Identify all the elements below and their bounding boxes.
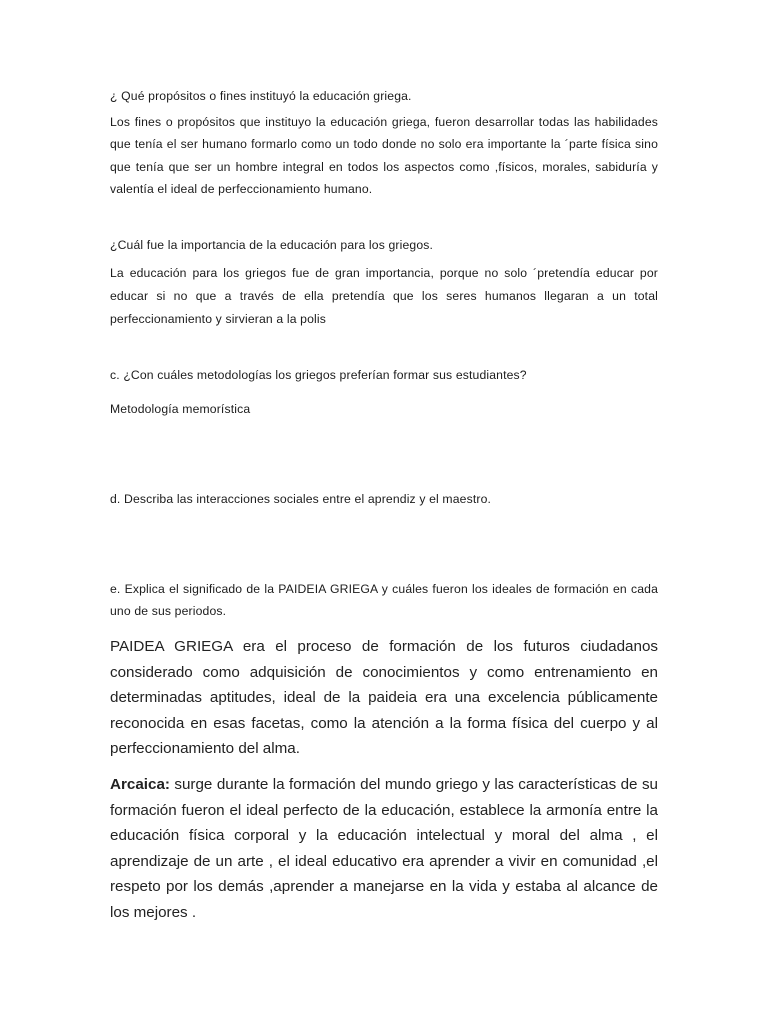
- answer-3: Metodología memorística: [110, 402, 251, 416]
- paideia-definition: PAIDEA GRIEGA era el proceso de formación de los futuros ciudadanos considerado como adquisición de conocimientos y como entrenamiento en determinadas aptitudes, ideal de la paideia era una excelencia públicamente reconocida en esas facetas, como la atención a la forma física del cuerpo y al perfeccionamiento del alma.: [110, 638, 658, 757]
- question-2: ¿Cuál fue la importancia de la educación para los griegos.: [110, 238, 434, 252]
- arcaica-paragraph: [110, 772, 658, 925]
- question-3: c. ¿Con cuáles metodologías los griegos preferían formar sus estudiantes?: [110, 368, 527, 382]
- question-4: d. Describa las interacciones sociales entre el aprendiz y el maestro.: [110, 492, 492, 506]
- arcaica-label: Arcaica:: [110, 776, 170, 793]
- question-1: ¿ Qué propósitos o fines instituyó la educación griega.: [110, 89, 412, 103]
- answer-2: La educación para los griegos fue de gran importancia, porque no solo ´pretendía educar por educar si no que a través de ella pretendía que los seres humanos llegaran a un total perfeccionamiento y sirvieran a la polis: [110, 266, 658, 326]
- arcaica-text: surge durante la formación del mundo griego y las características de su formación fueron el ideal perfecto de la educación, establece la armonía entre la educación física corporal y la educación intelectual y moral del alma , el aprendizaje de un arte , el ideal educativo era aprender a vivir en comunidad ,el respeto por los demás ,aprender a manejarse en la vida y estaba al alcance de los mejores .: [110, 776, 658, 921]
- question-5: e. Explica el significado de la PAIDEIA GRIEGA y cuáles fueron los ideales de formación en cada uno de sus periodos.: [110, 582, 658, 619]
- answer-1: Los fines o propósitos que instituyo la educación griega, fueron desarrollar todas las habilidades que tenía el ser humano formarlo como un todo donde no solo era importante la ´parte física sino que tenía que ser un hombre integral en todos los aspectos como ,físicos, morales, sabiduría y valentía el ideal de perfeccionamiento humano.: [110, 115, 658, 196]
